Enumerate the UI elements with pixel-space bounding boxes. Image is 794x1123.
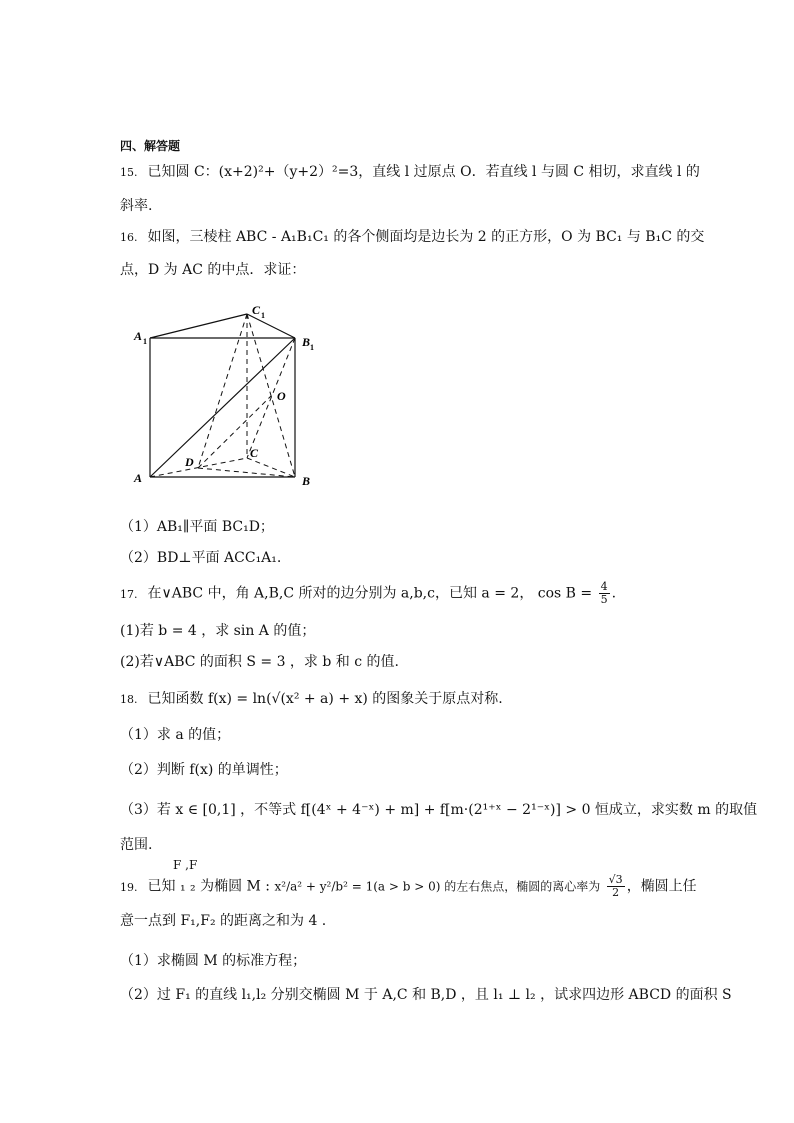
problem-15-text: 已知圆 C：(x+2)²+（y+2）²=3，直线 l 过原点 O．若直线 l 与圆 C 相切，求直线 l 的 [147,164,700,180]
edge-a-b1 [150,338,295,477]
label-a1: A [134,329,143,343]
problem-15-line2: 斜率. [120,198,153,214]
label-b1: B [302,335,311,349]
label-a: A [134,471,143,485]
label-b1-sub: 1 [310,343,314,352]
problem-18-q3-line2: 范围. [120,837,153,853]
problem-16-q2: （2）BD⊥平面 ACC₁A₁. [120,550,282,566]
eccentricity-fraction [607,874,625,899]
problem-17-line1 [120,581,616,606]
label-d: D [185,455,194,469]
problem-17-text: 在∨ABC 中，角 A,B,C 所对的边分别为 a,b,c，已知 a = 2， cos B = [147,585,593,602]
edge-d-o [198,396,271,468]
fraction-numerator: √3 [608,873,623,886]
label-c1-sub: 1 [261,311,265,320]
cos-b-fraction [599,581,610,606]
label-c1: C [252,303,261,317]
edge-a1-c1 [150,314,247,338]
problem-19-ellipse-equation: x²/a² + y²/b² = 1(a > b > 0) 的左右焦点，椭圆的离心率为 [274,879,601,894]
problem-19-number: 19. [120,880,138,894]
problem-19-over-text: F ,F [173,858,198,872]
label-a1-sub: 1 [143,337,147,346]
problem-16-q1: （1）AB₁∥平面 BC₁D； [120,519,274,535]
problem-19-q2: （2）过 F₁ 的直线 l₁,l₂ 分别交椭圆 M 于 A,C 和 B,D ，且 l₁ ⊥ l₂ ，试求四边形 ABCD 的面积 S [120,987,732,1003]
problem-18-text: 已知函数 f(x) = ln(√(x² + a) + x) 的图象关于原点对称. [147,691,503,707]
problem-17-number: 17. [120,587,138,601]
section-title: 四、解答题 [120,139,181,153]
problem-18-q3: （3）若 x ∈ [0,1] ，不等式 f[(4ˣ + 4⁻ˣ) + m] + f[m·(2¹⁺ˣ − 2¹⁻ˣ)] > 0 恒成立，求实数 m 的取值 [120,802,758,818]
problem-19-q1: （1）求椭圆 M 的标准方程； [120,953,307,969]
fraction-denominator: 2 [612,886,620,899]
problem-17-q1: (1)若 b = 4 ，求 sin A 的值； [120,623,316,639]
prism-figure [130,300,330,500]
edge-c-b [247,458,295,477]
problem-19-text-pre: 已知 ₁ ₂ 为椭圆 M : [147,878,271,895]
problem-19-line2: 意一点到 F₁,F₂ 的距离之和为 4 . [120,913,327,929]
problem-18-q1: （1）求 a 的值； [120,727,231,743]
problem-15-line1 [120,163,700,182]
fraction-denominator: 5 [600,593,608,606]
label-o: O [277,389,286,403]
problem-16-line1 [120,228,704,247]
problem-16-text: 如图，三棱柱 ABC - A₁B₁C₁ 的各个侧面均是边长为 2 的正方形，O 为 BC₁ 与 B₁C 的交 [147,229,705,245]
label-c: C [250,446,259,460]
fraction-numerator: 4 [600,580,608,593]
problem-18-number: 18. [120,693,138,706]
problem-19-line1 [120,874,697,899]
problem-19-text-post: ，椭圆上任 [626,878,697,895]
problem-18-q2: （2）判断 f(x) 的单调性； [120,762,288,778]
edge-d-b [198,468,295,477]
label-b: B [302,474,311,488]
problem-16-line2: 点，D 为 AC 的中点．求证： [120,262,306,278]
problem-18-line1 [120,690,503,709]
problem-17-end: . [611,585,617,602]
edge-b1-c [247,338,295,458]
edge-c1-b1 [247,314,295,338]
problem-15-number: 15. [120,166,138,179]
problem-17-q2: (2)若∨ABC 的面积 S = 3 ，求 b 和 c 的值. [120,654,399,670]
problem-16-number: 16. [120,231,138,244]
